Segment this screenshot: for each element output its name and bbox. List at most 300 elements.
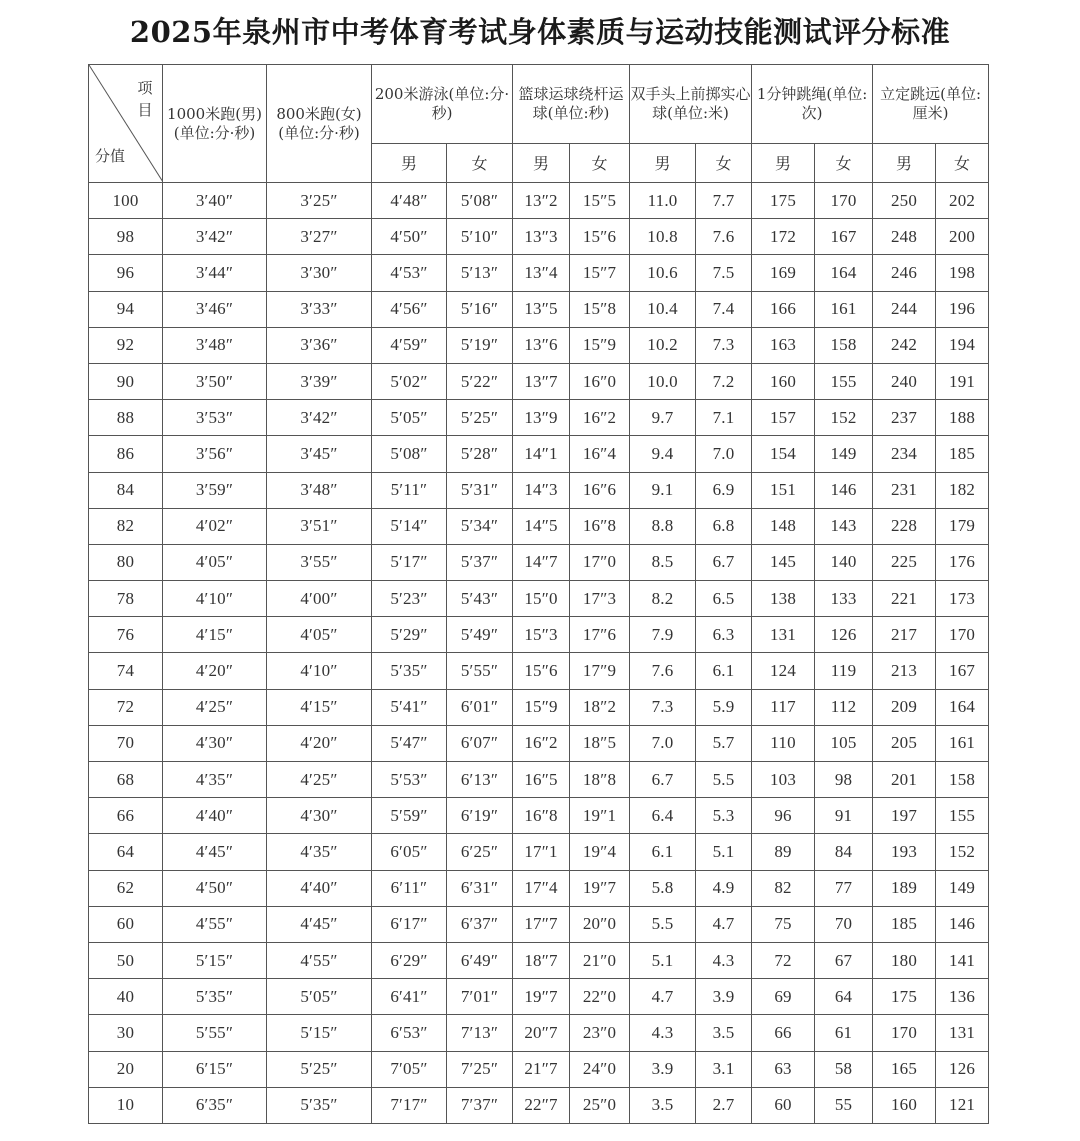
score-cell: 88 — [89, 400, 163, 436]
table-row — [89, 1015, 989, 1051]
basketball-female-cell: 16″6 — [570, 472, 630, 508]
score-cell: 74 — [89, 653, 163, 689]
score-cell: 78 — [89, 581, 163, 617]
run-1000m-cell: 4′20″ — [163, 653, 267, 689]
jump-female-cell: 161 — [936, 725, 989, 761]
table-row — [89, 725, 989, 761]
run-800m-cell: 4′40″ — [267, 870, 372, 906]
header-basketball-dribble: 篮球运球绕杆运球(单位:秒) — [513, 65, 630, 144]
ball-female-cell: 3.1 — [696, 1051, 752, 1087]
ball-female-cell: 3.5 — [696, 1015, 752, 1051]
ball-male-cell: 5.5 — [630, 906, 696, 942]
rope-female-cell: 58 — [815, 1051, 873, 1087]
ball-male-cell: 7.3 — [630, 689, 696, 725]
header-male: 男 — [630, 144, 696, 183]
basketball-female-cell: 21″0 — [570, 942, 630, 978]
table-row — [89, 942, 989, 978]
ball-female-cell: 5.5 — [696, 762, 752, 798]
jump-male-cell: 234 — [873, 436, 936, 472]
ball-male-cell: 7.6 — [630, 653, 696, 689]
score-cell: 84 — [89, 472, 163, 508]
rope-female-cell: 55 — [815, 1087, 873, 1123]
jump-female-cell: 155 — [936, 798, 989, 834]
basketball-female-cell: 17″0 — [570, 544, 630, 580]
swim-male-cell: 5′35″ — [372, 653, 447, 689]
swim-male-cell: 7′05″ — [372, 1051, 447, 1087]
rope-male-cell: 163 — [752, 327, 815, 363]
run-1000m-cell: 3′50″ — [163, 363, 267, 399]
run-1000m-cell: 4′35″ — [163, 762, 267, 798]
score-cell: 96 — [89, 255, 163, 291]
ball-male-cell: 9.7 — [630, 400, 696, 436]
swim-female-cell: 5′08″ — [447, 183, 513, 219]
table-row — [89, 906, 989, 942]
rope-male-cell: 69 — [752, 979, 815, 1015]
run-1000m-cell: 3′48″ — [163, 327, 267, 363]
score-cell: 20 — [89, 1051, 163, 1087]
ball-male-cell: 10.8 — [630, 219, 696, 255]
ball-male-cell: 3.5 — [630, 1087, 696, 1123]
run-800m-cell: 4′55″ — [267, 942, 372, 978]
swim-male-cell: 5′53″ — [372, 762, 447, 798]
jump-female-cell: 191 — [936, 363, 989, 399]
swim-female-cell: 6′13″ — [447, 762, 513, 798]
basketball-male-cell: 15″9 — [513, 689, 570, 725]
ball-male-cell: 6.7 — [630, 762, 696, 798]
ball-female-cell: 7.2 — [696, 363, 752, 399]
run-800m-cell: 5′35″ — [267, 1087, 372, 1123]
ball-male-cell: 4.3 — [630, 1015, 696, 1051]
swim-female-cell: 5′19″ — [447, 327, 513, 363]
jump-female-cell: 136 — [936, 979, 989, 1015]
ball-female-cell: 6.8 — [696, 508, 752, 544]
table-row — [89, 689, 989, 725]
table-row — [89, 327, 989, 363]
basketball-female-cell: 25″0 — [570, 1087, 630, 1123]
ball-female-cell: 7.6 — [696, 219, 752, 255]
basketball-female-cell: 16″2 — [570, 400, 630, 436]
run-1000m-cell: 6′35″ — [163, 1087, 267, 1123]
ball-male-cell: 7.9 — [630, 617, 696, 653]
swim-male-cell: 4′59″ — [372, 327, 447, 363]
basketball-male-cell: 13″5 — [513, 291, 570, 327]
score-cell: 40 — [89, 979, 163, 1015]
run-1000m-cell: 5′55″ — [163, 1015, 267, 1051]
jump-male-cell: 231 — [873, 472, 936, 508]
basketball-female-cell: 16″0 — [570, 363, 630, 399]
ball-female-cell: 6.5 — [696, 581, 752, 617]
jump-male-cell: 209 — [873, 689, 936, 725]
basketball-male-cell: 13″9 — [513, 400, 570, 436]
header-female: 女 — [696, 144, 752, 183]
jump-male-cell: 180 — [873, 942, 936, 978]
rope-male-cell: 89 — [752, 834, 815, 870]
rope-male-cell: 160 — [752, 363, 815, 399]
swim-male-cell: 7′17″ — [372, 1087, 447, 1123]
ball-female-cell: 6.7 — [696, 544, 752, 580]
header-male: 男 — [513, 144, 570, 183]
rope-male-cell: 157 — [752, 400, 815, 436]
rope-male-cell: 148 — [752, 508, 815, 544]
basketball-male-cell: 13″2 — [513, 183, 570, 219]
table-row — [89, 363, 989, 399]
rope-female-cell: 70 — [815, 906, 873, 942]
swim-male-cell: 5′02″ — [372, 363, 447, 399]
swim-male-cell: 5′11″ — [372, 472, 447, 508]
table-row — [89, 617, 989, 653]
ball-female-cell: 7.0 — [696, 436, 752, 472]
jump-female-cell: 158 — [936, 762, 989, 798]
score-cell: 70 — [89, 725, 163, 761]
jump-male-cell: 221 — [873, 581, 936, 617]
ball-male-cell: 9.4 — [630, 436, 696, 472]
ball-male-cell: 10.0 — [630, 363, 696, 399]
ball-female-cell: 3.9 — [696, 979, 752, 1015]
score-cell: 82 — [89, 508, 163, 544]
jump-female-cell: 152 — [936, 834, 989, 870]
jump-male-cell: 225 — [873, 544, 936, 580]
table-row — [89, 255, 989, 291]
run-1000m-cell: 4′05″ — [163, 544, 267, 580]
rope-female-cell: 126 — [815, 617, 873, 653]
table-row — [89, 291, 989, 327]
run-1000m-cell: 6′15″ — [163, 1051, 267, 1087]
swim-female-cell: 5′49″ — [447, 617, 513, 653]
basketball-female-cell: 20″0 — [570, 906, 630, 942]
basketball-female-cell: 18″2 — [570, 689, 630, 725]
table-row — [89, 219, 989, 255]
jump-male-cell: 242 — [873, 327, 936, 363]
header-200m-swim: 200米游泳(单位:分·秒) — [372, 65, 513, 144]
basketball-male-cell: 16″8 — [513, 798, 570, 834]
ball-male-cell: 8.5 — [630, 544, 696, 580]
basketball-male-cell: 22″7 — [513, 1087, 570, 1123]
rope-female-cell: 133 — [815, 581, 873, 617]
swim-female-cell: 6′25″ — [447, 834, 513, 870]
rope-female-cell: 119 — [815, 653, 873, 689]
swim-female-cell: 5′55″ — [447, 653, 513, 689]
jump-female-cell: 170 — [936, 617, 989, 653]
swim-male-cell: 5′47″ — [372, 725, 447, 761]
swim-male-cell: 5′23″ — [372, 581, 447, 617]
rope-male-cell: 138 — [752, 581, 815, 617]
swim-male-cell: 5′41″ — [372, 689, 447, 725]
swim-female-cell: 7′01″ — [447, 979, 513, 1015]
ball-male-cell: 8.2 — [630, 581, 696, 617]
score-cell: 62 — [89, 870, 163, 906]
score-cell: 68 — [89, 762, 163, 798]
basketball-male-cell: 17″1 — [513, 834, 570, 870]
swim-female-cell: 6′31″ — [447, 870, 513, 906]
ball-female-cell: 4.9 — [696, 870, 752, 906]
jump-female-cell: 200 — [936, 219, 989, 255]
header-standing-long-jump: 立定跳远(单位:厘米) — [873, 65, 989, 144]
basketball-male-cell: 19″7 — [513, 979, 570, 1015]
jump-male-cell: 175 — [873, 979, 936, 1015]
run-1000m-cell: 5′35″ — [163, 979, 267, 1015]
header-female: 女 — [936, 144, 989, 183]
basketball-male-cell: 13″7 — [513, 363, 570, 399]
rope-male-cell: 75 — [752, 906, 815, 942]
run-1000m-cell: 3′46″ — [163, 291, 267, 327]
run-1000m-cell: 4′50″ — [163, 870, 267, 906]
rope-male-cell: 72 — [752, 942, 815, 978]
basketball-male-cell: 14″5 — [513, 508, 570, 544]
run-800m-cell: 4′20″ — [267, 725, 372, 761]
basketball-male-cell: 18″7 — [513, 942, 570, 978]
rope-male-cell: 154 — [752, 436, 815, 472]
run-800m-cell: 5′25″ — [267, 1051, 372, 1087]
swim-female-cell: 6′07″ — [447, 725, 513, 761]
swim-male-cell: 4′56″ — [372, 291, 447, 327]
basketball-male-cell: 20″7 — [513, 1015, 570, 1051]
basketball-female-cell: 19″4 — [570, 834, 630, 870]
table-row — [89, 762, 989, 798]
ball-male-cell: 10.4 — [630, 291, 696, 327]
score-cell: 30 — [89, 1015, 163, 1051]
jump-male-cell: 228 — [873, 508, 936, 544]
jump-male-cell: 248 — [873, 219, 936, 255]
rope-female-cell: 161 — [815, 291, 873, 327]
rope-male-cell: 63 — [752, 1051, 815, 1087]
swim-female-cell: 5′10″ — [447, 219, 513, 255]
table-row — [89, 183, 989, 219]
ball-female-cell: 7.5 — [696, 255, 752, 291]
table-row — [89, 436, 989, 472]
jump-female-cell: 126 — [936, 1051, 989, 1087]
run-1000m-cell: 4′45″ — [163, 834, 267, 870]
run-800m-cell: 3′30″ — [267, 255, 372, 291]
basketball-female-cell: 22″0 — [570, 979, 630, 1015]
rope-male-cell: 151 — [752, 472, 815, 508]
basketball-male-cell: 14″1 — [513, 436, 570, 472]
ball-male-cell: 11.0 — [630, 183, 696, 219]
rope-female-cell: 77 — [815, 870, 873, 906]
basketball-male-cell: 16″5 — [513, 762, 570, 798]
ball-male-cell: 3.9 — [630, 1051, 696, 1087]
ball-female-cell: 7.1 — [696, 400, 752, 436]
run-1000m-cell: 4′25″ — [163, 689, 267, 725]
basketball-female-cell: 18″8 — [570, 762, 630, 798]
swim-male-cell: 5′08″ — [372, 436, 447, 472]
jump-male-cell: 165 — [873, 1051, 936, 1087]
basketball-female-cell: 19″1 — [570, 798, 630, 834]
swim-female-cell: 7′13″ — [447, 1015, 513, 1051]
rope-female-cell: 91 — [815, 798, 873, 834]
swim-female-cell: 5′28″ — [447, 436, 513, 472]
run-800m-cell: 4′30″ — [267, 798, 372, 834]
run-800m-cell: 3′39″ — [267, 363, 372, 399]
ball-female-cell: 4.3 — [696, 942, 752, 978]
jump-female-cell: 198 — [936, 255, 989, 291]
table-row — [89, 653, 989, 689]
run-800m-cell: 3′45″ — [267, 436, 372, 472]
run-1000m-cell: 4′55″ — [163, 906, 267, 942]
jump-male-cell: 246 — [873, 255, 936, 291]
basketball-female-cell: 16″8 — [570, 508, 630, 544]
rope-male-cell: 124 — [752, 653, 815, 689]
run-1000m-cell: 3′53″ — [163, 400, 267, 436]
run-800m-cell: 4′45″ — [267, 906, 372, 942]
basketball-male-cell: 17″7 — [513, 906, 570, 942]
run-800m-cell: 4′25″ — [267, 762, 372, 798]
header-female: 女 — [570, 144, 630, 183]
swim-female-cell: 7′25″ — [447, 1051, 513, 1087]
rope-male-cell: 166 — [752, 291, 815, 327]
rope-female-cell: 164 — [815, 255, 873, 291]
basketball-male-cell: 15″0 — [513, 581, 570, 617]
rope-female-cell: 143 — [815, 508, 873, 544]
jump-female-cell: 188 — [936, 400, 989, 436]
basketball-female-cell: 15″9 — [570, 327, 630, 363]
header-female: 女 — [815, 144, 873, 183]
table-row — [89, 1051, 989, 1087]
swim-female-cell: 5′22″ — [447, 363, 513, 399]
basketball-male-cell: 14″3 — [513, 472, 570, 508]
swim-female-cell: 6′37″ — [447, 906, 513, 942]
run-1000m-cell: 3′59″ — [163, 472, 267, 508]
rope-female-cell: 112 — [815, 689, 873, 725]
jump-male-cell: 189 — [873, 870, 936, 906]
rope-female-cell: 64 — [815, 979, 873, 1015]
jump-male-cell: 213 — [873, 653, 936, 689]
jump-female-cell: 149 — [936, 870, 989, 906]
jump-female-cell: 185 — [936, 436, 989, 472]
score-cell: 92 — [89, 327, 163, 363]
jump-female-cell: 164 — [936, 689, 989, 725]
table-body — [89, 183, 989, 1124]
basketball-female-cell: 23″0 — [570, 1015, 630, 1051]
jump-female-cell: 182 — [936, 472, 989, 508]
run-1000m-cell: 3′42″ — [163, 219, 267, 255]
table-row — [89, 834, 989, 870]
ball-male-cell: 5.1 — [630, 942, 696, 978]
table-row — [89, 798, 989, 834]
swim-male-cell: 6′11″ — [372, 870, 447, 906]
jump-female-cell: 131 — [936, 1015, 989, 1051]
score-cell: 72 — [89, 689, 163, 725]
rope-female-cell: 146 — [815, 472, 873, 508]
ball-male-cell: 7.0 — [630, 725, 696, 761]
ball-male-cell: 6.1 — [630, 834, 696, 870]
swim-male-cell: 5′05″ — [372, 400, 447, 436]
run-800m-cell: 3′33″ — [267, 291, 372, 327]
swim-female-cell: 5′16″ — [447, 291, 513, 327]
rope-male-cell: 117 — [752, 689, 815, 725]
run-1000m-cell: 3′56″ — [163, 436, 267, 472]
basketball-male-cell: 15″6 — [513, 653, 570, 689]
table-row — [89, 508, 989, 544]
swim-female-cell: 5′25″ — [447, 400, 513, 436]
ball-male-cell: 6.4 — [630, 798, 696, 834]
run-800m-cell: 3′27″ — [267, 219, 372, 255]
basketball-male-cell: 16″2 — [513, 725, 570, 761]
basketball-male-cell: 13″3 — [513, 219, 570, 255]
header-medicine-ball: 双手头上前掷实心球(单位:米) — [630, 65, 752, 144]
run-1000m-cell: 4′15″ — [163, 617, 267, 653]
swim-male-cell: 5′59″ — [372, 798, 447, 834]
jump-male-cell: 237 — [873, 400, 936, 436]
basketball-female-cell: 24″0 — [570, 1051, 630, 1087]
run-800m-cell: 3′42″ — [267, 400, 372, 436]
jump-female-cell: 146 — [936, 906, 989, 942]
swim-female-cell: 6′49″ — [447, 942, 513, 978]
rope-male-cell: 103 — [752, 762, 815, 798]
run-1000m-cell: 4′02″ — [163, 508, 267, 544]
header-1000m-run: 1000米跑(男)(单位:分·秒) — [163, 65, 267, 183]
ball-female-cell: 5.9 — [696, 689, 752, 725]
swim-male-cell: 6′41″ — [372, 979, 447, 1015]
jump-male-cell: 244 — [873, 291, 936, 327]
swim-male-cell: 4′53″ — [372, 255, 447, 291]
ball-female-cell: 5.3 — [696, 798, 752, 834]
run-1000m-cell: 3′44″ — [163, 255, 267, 291]
run-800m-cell: 3′51″ — [267, 508, 372, 544]
score-cell: 60 — [89, 906, 163, 942]
basketball-female-cell: 18″5 — [570, 725, 630, 761]
table-row — [89, 400, 989, 436]
jump-male-cell: 217 — [873, 617, 936, 653]
rope-male-cell: 66 — [752, 1015, 815, 1051]
jump-female-cell: 141 — [936, 942, 989, 978]
run-1000m-cell: 4′40″ — [163, 798, 267, 834]
table-row — [89, 472, 989, 508]
run-800m-cell: 5′05″ — [267, 979, 372, 1015]
jump-female-cell: 167 — [936, 653, 989, 689]
run-800m-cell: 3′55″ — [267, 544, 372, 580]
score-cell: 66 — [89, 798, 163, 834]
jump-male-cell: 205 — [873, 725, 936, 761]
swim-female-cell: 5′43″ — [447, 581, 513, 617]
rope-male-cell: 82 — [752, 870, 815, 906]
rope-male-cell: 131 — [752, 617, 815, 653]
run-800m-cell: 3′25″ — [267, 183, 372, 219]
run-800m-cell: 4′05″ — [267, 617, 372, 653]
scoring-table — [88, 64, 989, 1124]
rope-female-cell: 105 — [815, 725, 873, 761]
swim-male-cell: 6′05″ — [372, 834, 447, 870]
score-cell: 94 — [89, 291, 163, 327]
ball-female-cell: 2.7 — [696, 1087, 752, 1123]
ball-female-cell: 7.4 — [696, 291, 752, 327]
header-male: 男 — [372, 144, 447, 183]
ball-female-cell: 7.7 — [696, 183, 752, 219]
ball-female-cell: 5.7 — [696, 725, 752, 761]
rope-female-cell: 158 — [815, 327, 873, 363]
basketball-male-cell: 14″7 — [513, 544, 570, 580]
run-800m-cell: 3′48″ — [267, 472, 372, 508]
run-1000m-cell: 4′10″ — [163, 581, 267, 617]
rope-male-cell: 110 — [752, 725, 815, 761]
basketball-female-cell: 15″6 — [570, 219, 630, 255]
ball-female-cell: 6.1 — [696, 653, 752, 689]
swim-male-cell: 5′17″ — [372, 544, 447, 580]
ball-female-cell: 7.3 — [696, 327, 752, 363]
score-cell: 50 — [89, 942, 163, 978]
jump-male-cell: 201 — [873, 762, 936, 798]
jump-female-cell: 202 — [936, 183, 989, 219]
rope-female-cell: 170 — [815, 183, 873, 219]
rope-female-cell: 84 — [815, 834, 873, 870]
header-male: 男 — [752, 144, 815, 183]
ball-female-cell: 6.9 — [696, 472, 752, 508]
run-1000m-cell: 5′15″ — [163, 942, 267, 978]
basketball-male-cell: 17″4 — [513, 870, 570, 906]
ball-male-cell: 4.7 — [630, 979, 696, 1015]
rope-male-cell: 169 — [752, 255, 815, 291]
ball-male-cell: 10.6 — [630, 255, 696, 291]
rope-female-cell: 67 — [815, 942, 873, 978]
